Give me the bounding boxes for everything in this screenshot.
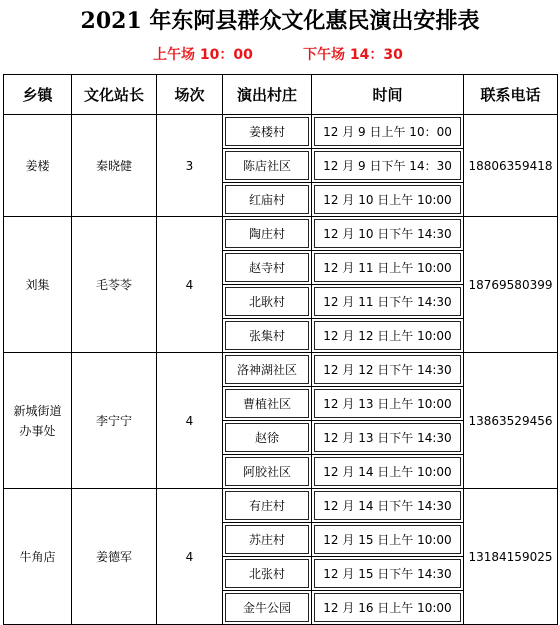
count-cell: 4 bbox=[157, 489, 223, 625]
time-cell: 12 月 14 日上午 10:00 bbox=[314, 457, 461, 486]
time-cell: 12 月 12 日下午 14:30 bbox=[314, 355, 461, 384]
director-cell: 秦晓健 bbox=[72, 115, 157, 217]
time-cell: 12 月 14 日下午 14:30 bbox=[314, 491, 461, 520]
table-row bbox=[4, 217, 558, 251]
count-cell: 4 bbox=[157, 353, 223, 489]
time-cell: 12 月 13 日下午 14:30 bbox=[314, 423, 461, 452]
header-count: 场次 bbox=[157, 75, 223, 115]
town-cell: 刘集 bbox=[4, 217, 72, 353]
time-cell: 12 月 11 日上午 10:00 bbox=[314, 253, 461, 282]
afternoon-session-time: 下午场 14：30 bbox=[303, 47, 403, 63]
header-director: 文化站长 bbox=[72, 75, 157, 115]
time-cell: 12 月 9 日下午 14：30 bbox=[314, 151, 461, 180]
header-town: 乡镇 bbox=[4, 75, 72, 115]
count-cell: 4 bbox=[157, 217, 223, 353]
time-cell: 12 月 10 日下午 14:30 bbox=[314, 219, 461, 248]
village-cell: 苏庄村 bbox=[225, 525, 309, 554]
time-cell: 12 月 15 日上午 10:00 bbox=[314, 525, 461, 554]
village-cell: 北耿村 bbox=[225, 287, 309, 316]
schedule-table bbox=[3, 74, 558, 625]
village-cell: 阿胶社区 bbox=[225, 457, 309, 486]
village-cell: 姜楼村 bbox=[225, 117, 309, 146]
header-phone: 联系电话 bbox=[464, 75, 558, 115]
town-cell: 牛角店 bbox=[4, 489, 72, 625]
phone-cell: 18769580399 bbox=[464, 217, 558, 353]
village-cell: 曹植社区 bbox=[225, 389, 309, 418]
table-row bbox=[4, 353, 558, 387]
town-cell: 姜楼 bbox=[4, 115, 72, 217]
table-row bbox=[4, 115, 558, 149]
village-cell: 有庄村 bbox=[225, 491, 309, 520]
count-cell: 3 bbox=[157, 115, 223, 217]
table-header-row bbox=[4, 75, 558, 115]
town-name-line: 新城街道 bbox=[13, 403, 62, 418]
director-cell: 毛苓苓 bbox=[72, 217, 157, 353]
phone-cell: 13184159025 bbox=[464, 489, 558, 625]
phone-cell: 13863529456 bbox=[464, 353, 558, 489]
village-cell: 洛神湖社区 bbox=[225, 355, 309, 384]
village-cell: 陈店社区 bbox=[225, 151, 309, 180]
village-cell: 红庙村 bbox=[225, 185, 309, 214]
time-cell: 12 月 16 日上午 10:00 bbox=[314, 593, 461, 622]
director-cell: 李宁宁 bbox=[72, 353, 157, 489]
page-title: 2021 年东阿县群众文化惠民演出安排表 bbox=[80, 8, 480, 34]
town-name-line: 办事处 bbox=[19, 423, 56, 438]
village-cell: 张集村 bbox=[225, 321, 309, 350]
time-cell: 12 月 9 日上午 10：00 bbox=[314, 117, 461, 146]
header-village: 演出村庄 bbox=[223, 75, 312, 115]
time-cell: 12 月 15 日下午 14:30 bbox=[314, 559, 461, 588]
village-cell: 赵徐 bbox=[225, 423, 309, 452]
village-cell: 陶庄村 bbox=[225, 219, 309, 248]
morning-session-time: 上午场 10：00 bbox=[153, 47, 253, 63]
village-cell: 金牛公园 bbox=[225, 593, 309, 622]
schedule-note bbox=[0, 44, 560, 66]
village-cell: 北张村 bbox=[225, 559, 309, 588]
town-cell bbox=[4, 353, 72, 489]
time-cell: 12 月 13 日上午 10:00 bbox=[314, 389, 461, 418]
village-cell: 赵寺村 bbox=[225, 253, 309, 282]
director-cell: 姜德军 bbox=[72, 489, 157, 625]
time-cell: 12 月 10 日上午 10:00 bbox=[314, 185, 461, 214]
header-time: 时间 bbox=[312, 75, 464, 115]
phone-cell: 18806359418 bbox=[464, 115, 558, 217]
time-cell: 12 月 12 日上午 10:00 bbox=[314, 321, 461, 350]
table-row bbox=[4, 489, 558, 523]
time-cell: 12 月 11 日下午 14:30 bbox=[314, 287, 461, 316]
